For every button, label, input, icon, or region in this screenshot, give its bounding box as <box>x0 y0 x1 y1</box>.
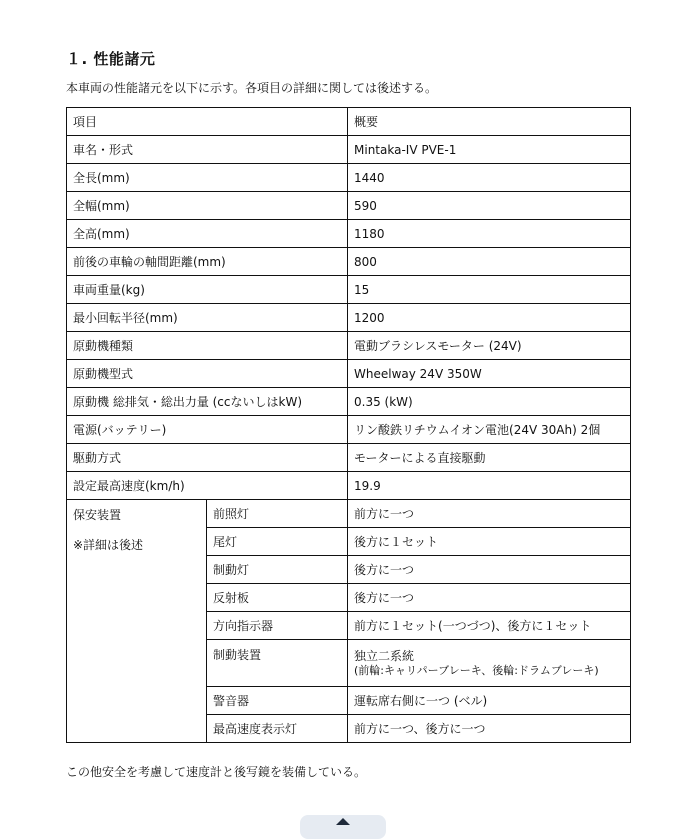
row-label: 車名・形式 <box>67 136 348 164</box>
table-row <box>67 136 631 164</box>
table-row <box>67 388 631 416</box>
row-label: 電源(バッテリー) <box>67 416 348 444</box>
safety-item-value: 後方に１セット <box>348 528 631 556</box>
row-value: 590 <box>348 192 631 220</box>
table-row <box>67 360 631 388</box>
safety-item-value: 後方に一つ <box>348 556 631 584</box>
safety-item-value: 前方に１セット(一つづつ)、後方に１セット <box>348 612 631 640</box>
row-label: 設定最高速度(km/h) <box>67 472 348 500</box>
table-row <box>67 248 631 276</box>
table-row <box>67 304 631 332</box>
header-item: 項目 <box>67 108 348 136</box>
safety-item-name: 最高速度表示灯 <box>207 715 348 743</box>
row-value: 15 <box>348 276 631 304</box>
safety-item-value: 後方に一つ <box>348 584 631 612</box>
spec-table-body <box>67 108 631 743</box>
safety-item-name: 反射板 <box>207 584 348 612</box>
row-label: 最小回転半径(mm) <box>67 304 348 332</box>
row-value: 0.35 (kW) <box>348 388 631 416</box>
row-value: モーターによる直接駆動 <box>348 444 631 472</box>
safety-item-name: 制動灯 <box>207 556 348 584</box>
intro-text: 本車両の性能諸元を以下に示す。各項目の詳細に関しては後述する。 <box>66 81 438 95</box>
table-header-row <box>67 108 631 136</box>
row-value: 19.9 <box>348 472 631 500</box>
outro-text: この他安全を考慮して速度計と後写鏡を装備している。 <box>66 765 367 779</box>
table-row <box>67 164 631 192</box>
row-value: Mintaka-IV PVE-1 <box>348 136 631 164</box>
safety-item-name: 方向指示器 <box>207 612 348 640</box>
safety-item-name: 前照灯 <box>207 500 348 528</box>
safety-item-name: 警音器 <box>207 687 348 715</box>
row-label: 全長(mm) <box>67 164 348 192</box>
safety-item-value: 前方に一つ <box>348 500 631 528</box>
row-label: 前後の車輪の軸間距離(mm) <box>67 248 348 276</box>
table-row <box>67 332 631 360</box>
scroll-to-top-button[interactable] <box>300 815 386 839</box>
table-row <box>67 444 631 472</box>
table-row <box>67 416 631 444</box>
header-summary: 概要 <box>348 108 631 136</box>
row-value: 1440 <box>348 164 631 192</box>
row-label: 駆動方式 <box>67 444 348 472</box>
row-label: 原動機型式 <box>67 360 348 388</box>
safety-label: 保安装置 <box>73 508 122 522</box>
row-value: 1200 <box>348 304 631 332</box>
safety-row <box>67 500 631 528</box>
section-heading: １. 性能諸元 <box>66 50 156 68</box>
spec-table <box>66 107 631 743</box>
safety-item-name: 制動装置 <box>207 640 348 687</box>
row-label: 車両重量(kg) <box>67 276 348 304</box>
row-value: 800 <box>348 248 631 276</box>
row-label: 原動機 総排気・総出力量 (ccないしはkW) <box>67 388 348 416</box>
row-value: 1180 <box>348 220 631 248</box>
row-label: 全高(mm) <box>67 220 348 248</box>
row-value: リン酸鉄リチウムイオン電池(24V 30Ah) 2個 <box>348 416 631 444</box>
row-value: 電動ブラシレスモーター (24V) <box>348 332 631 360</box>
row-label: 全幅(mm) <box>67 192 348 220</box>
safety-item-value <box>348 640 631 687</box>
table-row <box>67 220 631 248</box>
safety-item-value: 運転席右側に一つ (ベル) <box>348 687 631 715</box>
safety-item-main: 独立二系統 <box>354 649 415 663</box>
safety-group-cell <box>67 500 207 743</box>
row-value: Wheelway 24V 350W <box>348 360 631 388</box>
table-row <box>67 472 631 500</box>
arrow-up-icon <box>336 818 350 825</box>
safety-note: ※詳細は後述 <box>73 538 144 552</box>
safety-item-sub: (前輪:キャリパーブレーキ、後輪:ドラムブレーキ) <box>354 664 599 677</box>
safety-item-value: 前方に一つ、後方に一つ <box>348 715 631 743</box>
table-row <box>67 276 631 304</box>
table-row <box>67 192 631 220</box>
safety-item-name: 尾灯 <box>207 528 348 556</box>
row-label: 原動機種類 <box>67 332 348 360</box>
